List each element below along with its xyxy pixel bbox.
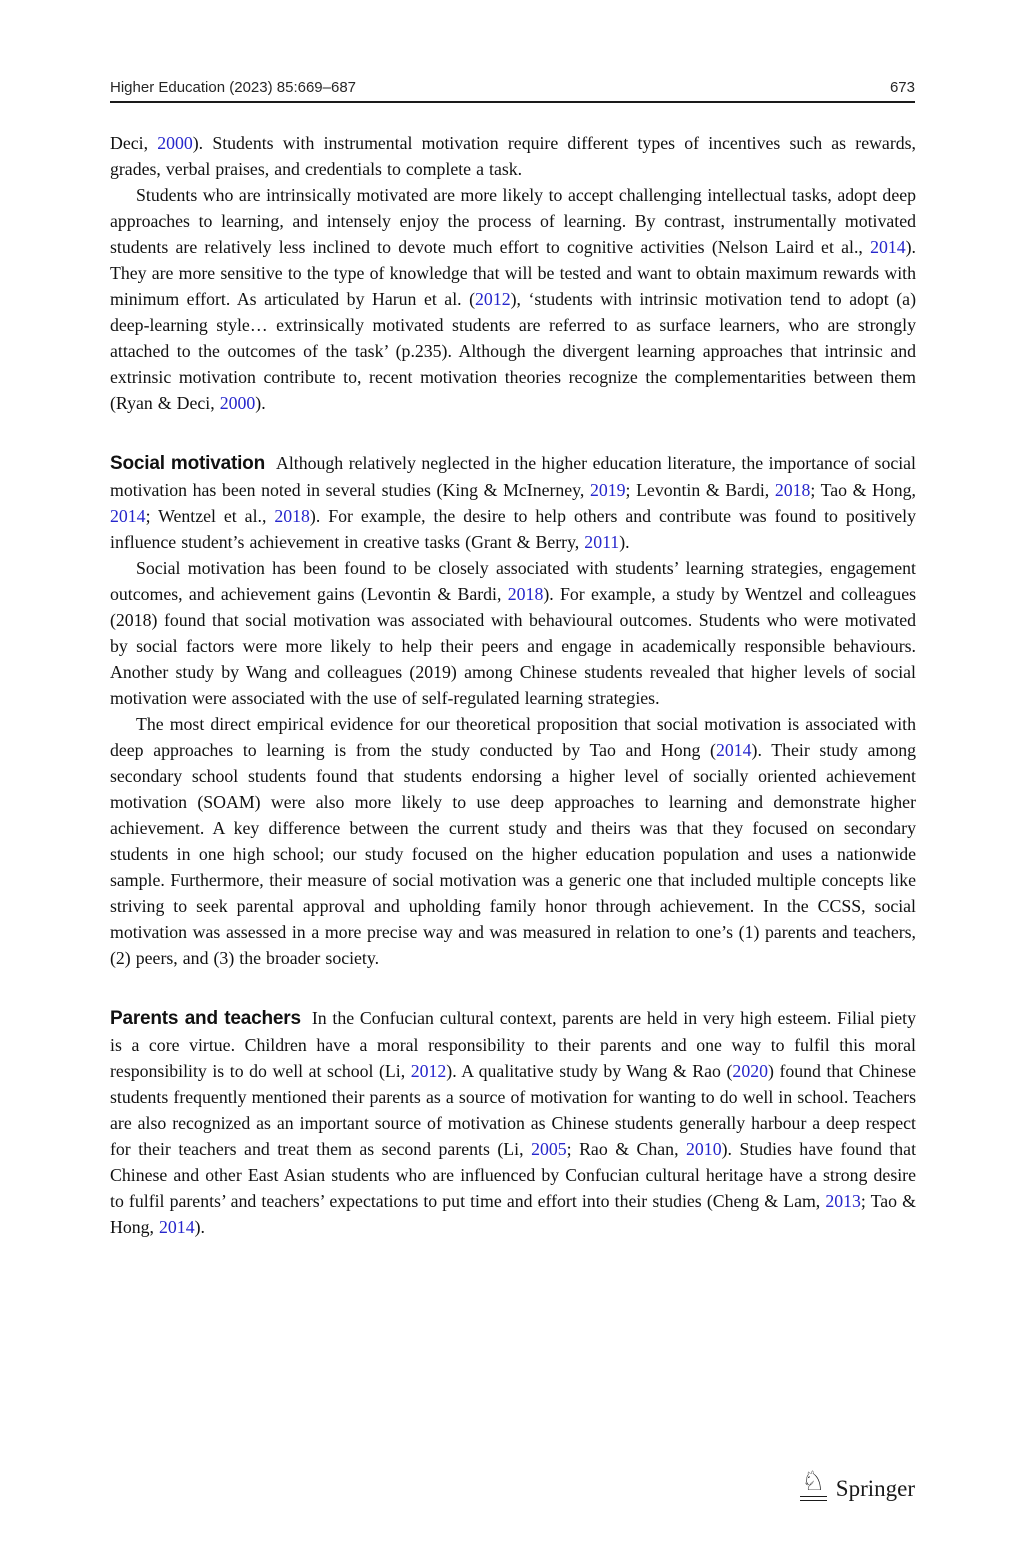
publisher-name: Springer bbox=[835, 1475, 915, 1501]
text-run: Although relatively neglected in the higher education literature, the importance of social motivation has been noted in several studies (King & McInerney, bbox=[110, 453, 916, 500]
text-run: ). bbox=[255, 393, 266, 413]
journal-citation: Higher Education (2023) 85:669–687 bbox=[110, 79, 357, 96]
citation-year-link[interactable]: 2012 bbox=[410, 1061, 447, 1081]
section-parents-and-teachers bbox=[110, 1005, 916, 1240]
text-run: ). For example, a study by Wentzel and colleagues (2018) found that social motivation was associated with behavioural outcomes. Students who were motivated by social factors were more likely to help their peers and engage in academically responsible behaviours. Another study by Wang and colleagues (2019) among Chinese students revealed that higher levels of social motivation were associated with the use of self-regulated learning strategies. bbox=[110, 584, 917, 708]
text-run: ; Tao & Hong, bbox=[810, 480, 917, 500]
text-run: ; Tao & Hong, bbox=[110, 1191, 916, 1237]
text-run: ). For example, the desire to help others and contribute was found to positively influence student’s achievement in creative tasks (Grant & Berry, bbox=[110, 506, 916, 552]
citation-year-link[interactable]: 2014 bbox=[159, 1217, 195, 1237]
knight-underline bbox=[800, 1496, 827, 1501]
paragraph-social-motivation-findings bbox=[110, 555, 916, 711]
page-number: 673 bbox=[889, 79, 915, 96]
paragraph-intrinsic-vs-instrumental bbox=[110, 182, 916, 416]
text-run: ). bbox=[619, 532, 630, 552]
citation-year-link[interactable]: 2019 bbox=[589, 480, 626, 500]
text-run: ; Rao & Chan, bbox=[566, 1139, 687, 1159]
text-run: ). bbox=[194, 1217, 205, 1237]
text-run: The most direct empirical evidence for our theoretical proposition that social motivation is associated with deep approaches to learning is from the study conducted by Tao and Hong ( bbox=[110, 714, 916, 760]
paragraph-tao-hong-evidence bbox=[110, 711, 916, 971]
section-heading: Parents and teachers bbox=[110, 1008, 301, 1029]
text-run: ). A qualitative study by Wang & Rao ( bbox=[446, 1061, 733, 1081]
citation-year-link[interactable]: 2014 bbox=[715, 740, 752, 760]
text-run: Social motivation has been found to be closely associated with students’ learning strategies, engagement outcomes, and achievement gains (Levontin & Bardi, bbox=[110, 558, 916, 604]
text-run: ). Studies have found that Chinese and other East Asian students who are influenced by Confucian cultural heritage have a strong desire to fulfil parents’ and teachers’ expectations to put time and effort into their studies (Cheng & Lam, bbox=[110, 1139, 917, 1211]
text-run: In the Confucian cultural context, parents are held in very high esteem. Filial piety is a core virtue. Children have a moral responsibility to their parents and one way to fulfil this moral responsibility is to do well at school (Li, bbox=[110, 1008, 916, 1081]
citation-year-link[interactable]: 2012 bbox=[475, 289, 511, 309]
text-run: Deci, bbox=[110, 133, 158, 153]
article-body bbox=[110, 130, 916, 1240]
knight-glyph: ♘ bbox=[801, 1466, 826, 1497]
citation-year-link[interactable]: 2000 bbox=[157, 133, 193, 153]
header-divider bbox=[110, 101, 915, 103]
citation-year-link[interactable]: 2018 bbox=[274, 506, 310, 526]
text-run: ; Wentzel et al., bbox=[145, 506, 275, 526]
section-heading: Social motivation bbox=[110, 453, 265, 474]
text-run: ) found that Chinese students frequently mentioned their parents as a source of motivation for wanting to do well in school. Teachers are also recognized as an important source of motivation as Chinese students generally harbour a deep respect for their teachers and treat them as second parents (Li, bbox=[110, 1061, 916, 1159]
citation-year-link[interactable]: 2005 bbox=[531, 1139, 567, 1159]
citation-year-link[interactable]: 2020 bbox=[732, 1061, 768, 1081]
citation-year-link[interactable]: 2010 bbox=[686, 1139, 722, 1159]
running-header bbox=[110, 79, 915, 96]
text-run: ). They are more sensitive to the type of knowledge that will be tested and want to obtain maximum rewards with minimum effort. As articulated by Harun et al. ( bbox=[110, 237, 916, 309]
citation-year-link[interactable]: 2014 bbox=[110, 506, 146, 526]
text-run: ). Students with instrumental motivation require different types of incentives such as rewards, grades, verbal praises, and credentials to complete a task. bbox=[110, 133, 916, 179]
citation-year-link[interactable]: 2014 bbox=[870, 237, 906, 257]
citation-year-link[interactable]: 2000 bbox=[219, 393, 256, 413]
text-run: Students who are intrinsically motivated are more likely to accept challenging intellectual tasks, adopt deep approaches to learning, and intensely enjoy the process of learning. By contrast, instrumentally motivated students are relatively less inclined to devote much effort to cognitive activities (Nelson Laird et al., bbox=[110, 185, 916, 257]
citation-year-link[interactable]: 2011 bbox=[584, 532, 620, 552]
section-social-motivation bbox=[110, 450, 916, 555]
citation-year-link[interactable]: 2013 bbox=[825, 1191, 861, 1211]
citation-year-link[interactable]: 2018 bbox=[507, 584, 544, 604]
text-run: ). Their study among secondary school students found that students endorsing a higher level of socially oriented achievement motivation (SOAM) were also more likely to use deep approaches to learning and demonstrate higher achievement. A key difference between the current study and theirs was that they focused on secondary students in one high school; our study focused on the higher education population and uses a nationwide sample. Furthermore, their measure of social motivation was a generic one that included multiple concepts like striving to seek parental approval and upholding family honor through achievement. In the CCSS, social motivation was assessed in a more precise way and was measured in relation to one’s (1) parents and teachers, (2) peers, and (3) the broader society. bbox=[110, 740, 916, 968]
springer-knight-icon bbox=[800, 1468, 827, 1501]
text-run: ; Levontin & Bardi, bbox=[625, 480, 775, 500]
publisher-footer bbox=[800, 1468, 915, 1501]
text-run: ), ‘students with intrinsic motivation tend to adopt (a) deep-learning style… extrinsically motivated students are referred to as surface learners, who are strongly attached to the outcomes of the task’ (p.235). Although the divergent learning approaches that intrinsic and extrinsic motivation contribute to, recent motivation theories recognize the complementarities between them (Ryan & Deci, bbox=[110, 289, 916, 413]
paragraph-instrumental-motivation bbox=[110, 130, 916, 182]
citation-year-link[interactable]: 2018 bbox=[774, 480, 811, 500]
